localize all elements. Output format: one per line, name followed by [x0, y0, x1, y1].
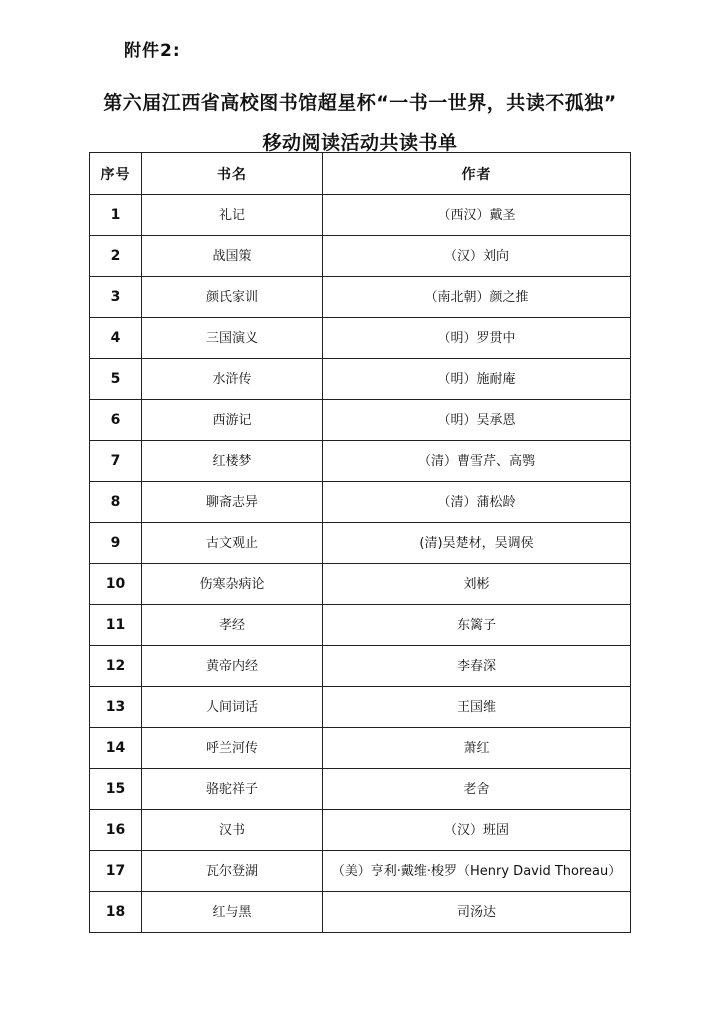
- row-author: （明）吴承恩: [323, 400, 631, 441]
- row-author: （明）施耐庵: [323, 359, 631, 400]
- reading-list-table: [89, 152, 631, 933]
- header-author: 作者: [323, 153, 631, 195]
- table-row: [90, 236, 631, 277]
- table-header-row: [90, 153, 631, 195]
- table-row: [90, 277, 631, 318]
- row-no: 13: [90, 687, 142, 728]
- attachment-label: 附件2:: [124, 41, 181, 61]
- table-row: [90, 605, 631, 646]
- row-author: 王国维: [323, 687, 631, 728]
- table-row: [90, 564, 631, 605]
- row-no: 14: [90, 728, 142, 769]
- row-book-title: 古文观止: [142, 523, 323, 564]
- row-author: （汉）刘向: [323, 236, 631, 277]
- table-row: [90, 810, 631, 851]
- row-no: 8: [90, 482, 142, 523]
- row-author: （明）罗贯中: [323, 318, 631, 359]
- row-author: （美）亨利·戴维·梭罗（Henry David Thoreau）: [323, 851, 631, 892]
- table-row: [90, 728, 631, 769]
- row-no: 17: [90, 851, 142, 892]
- row-no: 7: [90, 441, 142, 482]
- row-author: （清）曹雪芹、高鹗: [323, 441, 631, 482]
- row-book-title: 三国演义: [142, 318, 323, 359]
- row-no: 10: [90, 564, 142, 605]
- row-book-title: 孝经: [142, 605, 323, 646]
- table-row: [90, 400, 631, 441]
- row-no: 16: [90, 810, 142, 851]
- row-book-title: 伤寒杂病论: [142, 564, 323, 605]
- table-row: [90, 195, 631, 236]
- row-no: 12: [90, 646, 142, 687]
- row-no: 3: [90, 277, 142, 318]
- table-row: [90, 523, 631, 564]
- table-row: [90, 482, 631, 523]
- row-author: 东篱子: [323, 605, 631, 646]
- document-title-line-2: 移动阅读活动共读书单: [262, 132, 458, 154]
- row-no: 18: [90, 892, 142, 933]
- row-author: （西汉）戴圣: [323, 195, 631, 236]
- row-no: 2: [90, 236, 142, 277]
- row-book-title: 颜氏家训: [142, 277, 323, 318]
- row-book-title: 呼兰河传: [142, 728, 323, 769]
- row-author: 萧红: [323, 728, 631, 769]
- row-no: 9: [90, 523, 142, 564]
- row-book-title: 红楼梦: [142, 441, 323, 482]
- row-book-title: 红与黑: [142, 892, 323, 933]
- row-book-title: 汉书: [142, 810, 323, 851]
- table-row: [90, 359, 631, 400]
- row-author: （南北朝）颜之推: [323, 277, 631, 318]
- header-no: 序号: [90, 153, 142, 195]
- row-no: 4: [90, 318, 142, 359]
- row-book-title: 人间词话: [142, 687, 323, 728]
- row-author: 老舍: [323, 769, 631, 810]
- row-no: 15: [90, 769, 142, 810]
- row-book-title: 骆驼祥子: [142, 769, 323, 810]
- row-book-title: 战国策: [142, 236, 323, 277]
- row-book-title: 礼记: [142, 195, 323, 236]
- table-row: [90, 318, 631, 359]
- row-no: 6: [90, 400, 142, 441]
- document-title-line-1: 第六届江西省高校图书馆超星杯“一书一世界，共读不孤独”: [103, 92, 617, 114]
- row-author: 司汤达: [323, 892, 631, 933]
- row-no: 11: [90, 605, 142, 646]
- table-row: [90, 892, 631, 933]
- row-book-title: 瓦尔登湖: [142, 851, 323, 892]
- row-book-title: 水浒传: [142, 359, 323, 400]
- row-author: （汉）班固: [323, 810, 631, 851]
- row-book-title: 聊斋志异: [142, 482, 323, 523]
- table-row: [90, 441, 631, 482]
- row-book-title: 西游记: [142, 400, 323, 441]
- row-book-title: 黄帝内经: [142, 646, 323, 687]
- header-book-title: 书名: [142, 153, 323, 195]
- row-author: 刘彬: [323, 564, 631, 605]
- row-author: 李春深: [323, 646, 631, 687]
- row-author: (清)吴楚材，吴调侯: [323, 523, 631, 564]
- row-author: （清）蒲松龄: [323, 482, 631, 523]
- row-no: 1: [90, 195, 142, 236]
- table-row: [90, 769, 631, 810]
- table-row: [90, 851, 631, 892]
- table-row: [90, 646, 631, 687]
- table-row: [90, 687, 631, 728]
- row-no: 5: [90, 359, 142, 400]
